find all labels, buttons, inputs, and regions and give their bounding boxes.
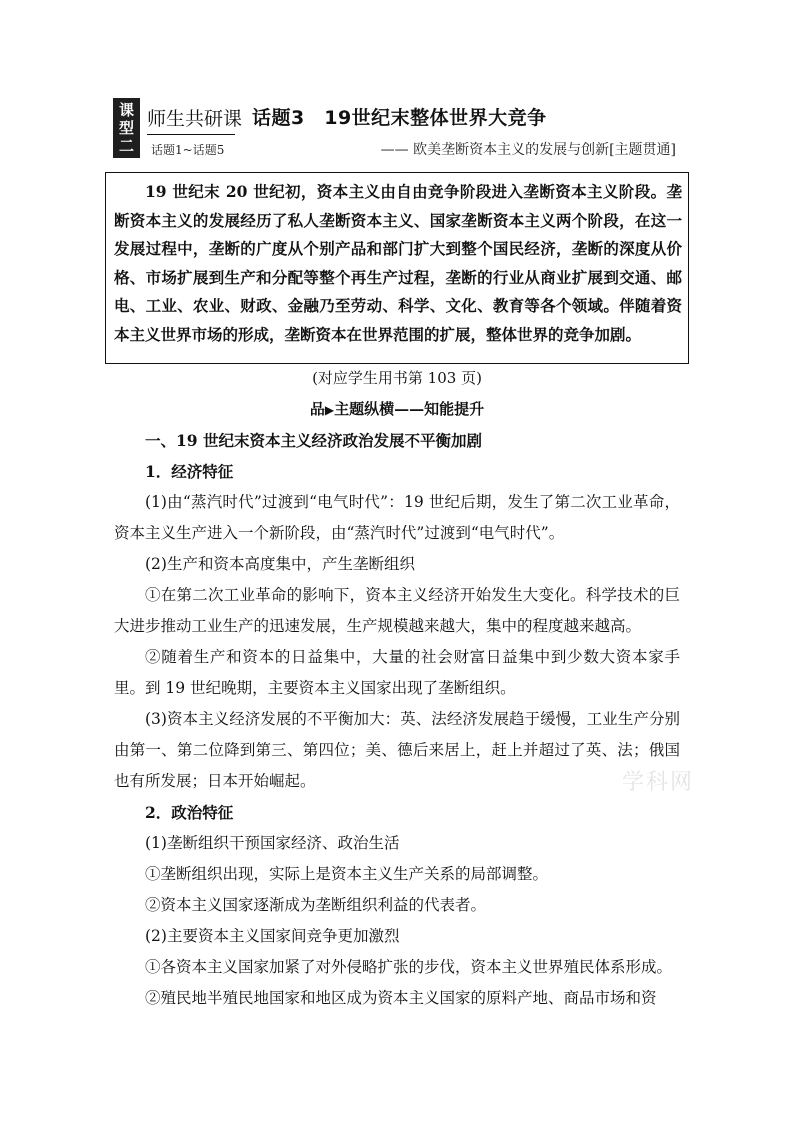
triangle-icon: ▶: [324, 403, 335, 417]
body-paragraph: 2．政治特征: [145, 803, 234, 822]
body-paragraph: (3)资本主义经济发展的不平衡加大：英、法经济发展趋于缓慢，工业生产分别由第一、第二位降到第三、第四位；美、德后来居上，赶上并超过了英、法；俄国也有所发展；日本开始崛起。: [114, 710, 680, 790]
body-paragraph: ①垄断组织出现，实际上是资本主义生产关系的局部调整。: [145, 865, 549, 883]
section-heading: [0, 398, 794, 419]
body-paragraph: ①在第二次工业革命的影响下，资本主义经济开始发生大变化。科学技术的巨大进步推动工业生产的迅速发展，生产规模越来越大，集中的程度越来越高。: [114, 586, 680, 635]
watermark: 学科网: [622, 770, 695, 795]
body-paragraph: 一、19 世纪末资本主义经济政治发展不平衡加剧: [145, 431, 482, 450]
lesson-tag-char: 课: [118, 101, 134, 119]
body-text: [114, 425, 680, 1014]
body-paragraph: ②随着生产和资本的日益集中，大量的社会财富日益集中到少数大资本家手里。到 19 世纪晚期，主要资本主义国家出现了垄断组织。: [114, 648, 680, 697]
topic-subtitle: —— 欧美垄断资本主义的发展与创新[主题贯通]: [380, 142, 676, 158]
header-divider: [147, 134, 235, 135]
body-paragraph: (1)垄断组织干预国家经济、政治生活: [145, 834, 400, 852]
body-paragraph: ②资本主义国家逐渐成为垄断组织利益的代表者。: [145, 896, 487, 914]
body-paragraph: ①各资本主义国家加紧了对外侵略扩张的步伐，资本主义世界殖民体系形成。: [145, 958, 673, 976]
section-kind: 师生共研课: [147, 108, 243, 130]
page-reference: (对应学生用书第 103 页): [312, 369, 482, 387]
section-heading-text: 主题纵横——知能提升: [334, 400, 485, 418]
lesson-type-tag: [113, 98, 140, 158]
intro-box: 19 世纪末 20 世纪初，资本主义由自由竞争阶段进入垄断资本主义阶段。垄断资本主义的发展经历了私人垄断资本主义、国家垄断资本主义两个阶段，在这一发展过程中，垄断的广度从个别产品和部门扩大到整个国民经济，垄断的深度从价格、市场扩展到生产和分配等整个再生产过程，垄断的行业从商业扩展到交通、邮电、工业、农业、财政、金融乃至劳动、科学、文化、教育等各个领域。伴随着资本主义世界市场的形成，垄断资本在世界范围的扩展，整体世界的竞争加剧。: [105, 172, 689, 364]
body-paragraph: (2)主要资本主义国家间竞争更加激烈: [145, 927, 400, 945]
body-paragraph: 1．经济特征: [145, 462, 234, 481]
body-paragraph: (2)生产和资本高度集中，产生垄断组织: [145, 555, 415, 573]
section-heading-prefix: 品: [309, 400, 325, 418]
lesson-tag-char: 二: [118, 137, 134, 155]
body-paragraph: ②殖民地半殖民地国家和地区成为资本主义国家的原料产地、商品市场和资: [145, 989, 657, 1007]
body-paragraph: (1)由“蒸汽时代”过渡到“电气时代”：19 世纪后期，发生了第二次工业革命，资本主义生产进入一个新阶段，由“蒸汽时代”过渡到“电气时代”。: [114, 493, 680, 542]
lesson-tag-char: 型: [118, 119, 134, 137]
topic-range: 话题1~话题5: [151, 143, 225, 157]
topic-title: 话题3 19世纪末整体世界大竞争: [252, 107, 547, 129]
